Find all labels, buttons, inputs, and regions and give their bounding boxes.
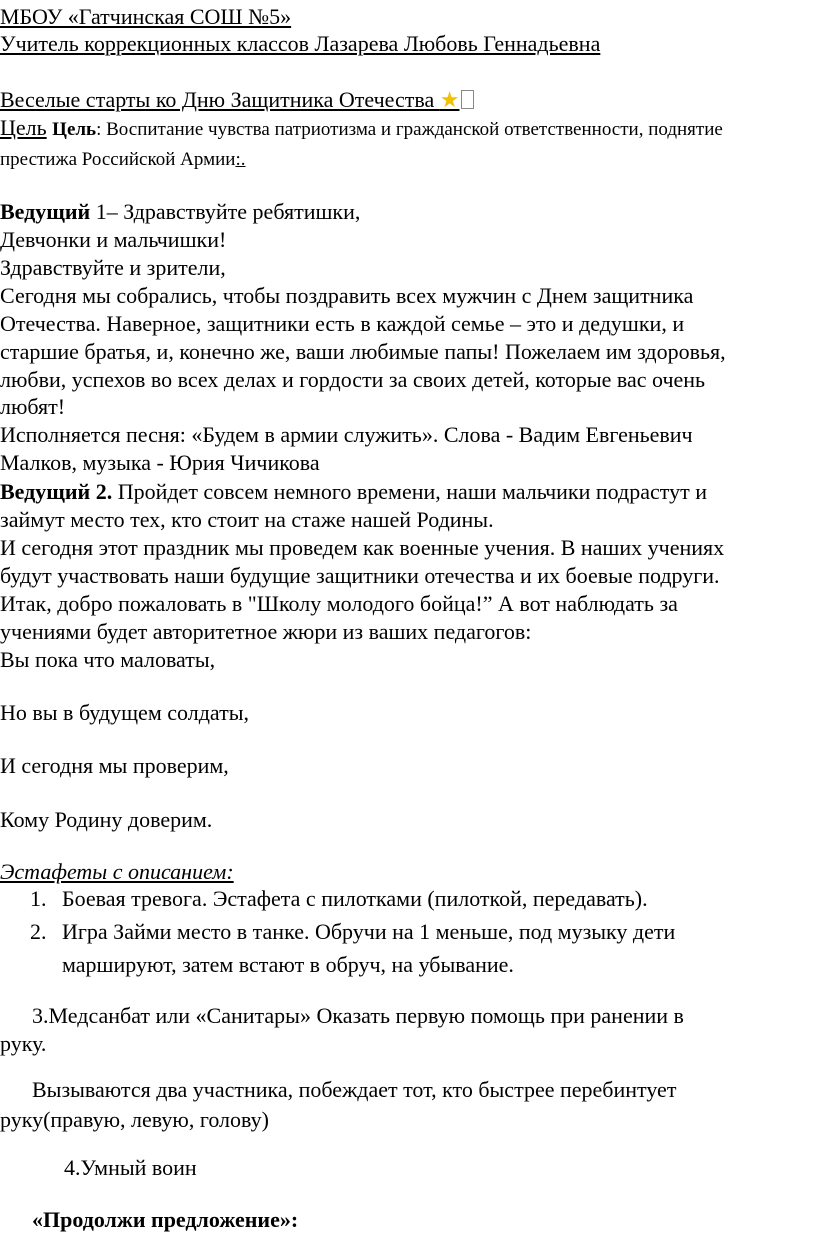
text-line: Сегодня мы собрались, чтобы поздравить всех мужчин с Днем защитника [0,282,694,308]
goal-text: : Воспитание чувства патриотизма и гражданской ответственности, поднятие [96,119,723,140]
goal-label: Цель [0,115,47,140]
host2-line [0,478,707,506]
goal-line [0,114,723,142]
poem-line: И сегодня мы проверим, [0,753,229,778]
missing-glyph-icon [461,90,474,109]
text-line: будут участвовать наши будущие защитники отечества и их боевые подруги. [0,562,720,588]
teacher-name: Учитель коррекционных классов Лазарева Любовь Геннадьевна [0,31,601,56]
list-number: 1. [30,886,47,911]
relay-3-desc: Вызываются два участника, побеждает тот, кто быстрее перебинтует [32,1077,677,1102]
relay-3-desc-cont: руку(правую, левую, голову) [0,1107,269,1132]
text-line: учениями будет авторитетное жюри из ваших педагогов: [0,618,532,644]
text-line: любят! [0,394,66,420]
document-title [0,86,474,114]
host1-label: Ведущий [0,199,91,224]
host1-line [0,198,360,226]
poem-line: Но вы в будущем солдаты, [0,700,249,725]
text-line: Исполняется песня: «Будем в армии служить». Слова - Вадим Евгеньевич [0,422,693,448]
goal-line-2 [0,146,246,174]
host1-text: 1– Здравствуйте ребятишки, [90,199,361,224]
list-item [30,885,648,913]
list-text: Боевая тревога. Эстафета с пилотками (пилоткой, передавать). [62,886,648,911]
list-number: 2. [30,919,47,944]
relay-3: 3.Медсанбат или «Санитары» Оказать первую помощь при ранении в [32,1003,684,1028]
goal-tail: :. [235,149,246,170]
poem-line: Кому Родину доверим. [0,807,213,832]
host2-label: Ведущий 2. [0,479,113,504]
relay-3-cont: руку. [0,1031,47,1056]
list-item-continuation: маршируют, затем встают в обруч, на убывание. [62,952,514,977]
text-line: любви, успехов во всех делах и гордости за своих детей, которые вас очень [0,366,706,392]
relay-4-subheading: «Продолжи предложение»: [32,1207,299,1232]
text-line: старшие братья, и, конечно же, ваши любимые папы! Пожелаем им здоровья, [0,338,726,364]
star-icon: ★ [439,87,460,112]
relays-heading: Эстафеты с описанием: [0,859,234,884]
relay-4: 4.Умный воин [64,1155,197,1180]
text-line: Здравствуйте и зрители, [0,254,226,280]
goal-text-2: престижа Российской Армии [0,149,236,170]
text-line: Вы пока что маловаты, [0,646,216,672]
text-line: И сегодня этот праздник мы проведем как военные учения. В наших учениях [0,534,725,560]
text-line: Девчонки и мальчишки! [0,227,227,252]
goal-label-bold: Цель [52,119,97,140]
text-line: Малков, музыка - Юрия Чичикова [0,450,320,476]
list-item [30,918,676,946]
text-line: займут место тех, кто стоит на стаже нашей Родины. [0,507,494,532]
host2-text: Пройдет совсем немного времени, наши мальчики подрастут и [112,479,707,504]
school-name: МБОУ «Гатчинская СОШ №5» [0,4,292,29]
text-line: Итак, добро пожаловать в "Школу молодого бойца!” А вот наблюдать за [0,590,678,616]
text-line: Отечества. Наверное, защитники есть в каждой семье – это и дедушки, и [0,310,685,336]
title-text: Веселые старты ко Дню Защитника Отечества [0,87,440,112]
list-text: Игра Займи место в танке. Обручи на 1 меньше, под музыку дети [62,919,676,944]
